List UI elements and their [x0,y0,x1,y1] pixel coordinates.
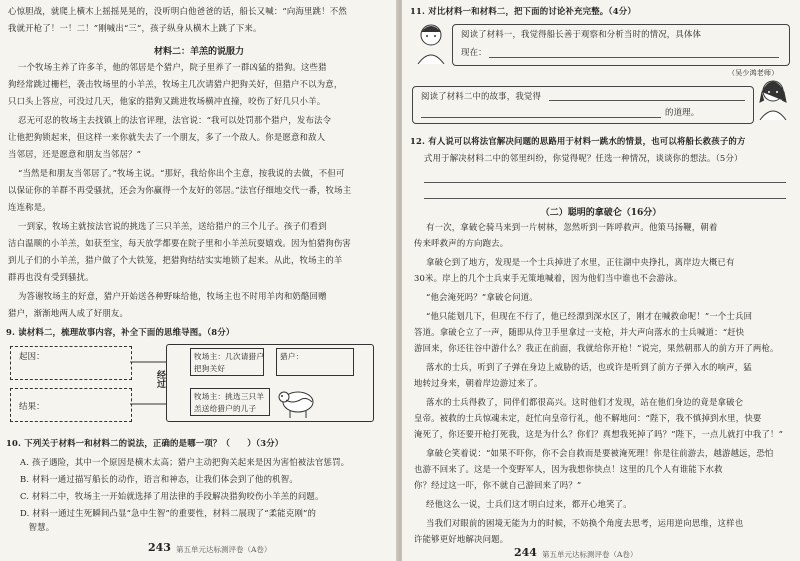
text-line: 当邻居，还是愿意和朋友当邻居？” [8,149,142,159]
option-c[interactable]: C. 材料二中，牧场主一开始就选择了用法律的手段解决猎狗咬伤小羊羔的问题。 [20,491,324,501]
sheep-illustration [272,384,322,420]
section-title: 材料二：羊羔的说服力 [153,47,244,57]
text-line: “他只能划几下，但现在不行了，他已经漂到深水区了，刚才在喊救命呢！”一个士兵回 [426,311,753,321]
process-box-2: 牧场主：挑选三只羊 羔送给猎户的儿子 [190,388,270,416]
text-line: 拿破仑笑着说：“如果不吓你，你不会自救而是要被淹死理！你是往前游去，越游越远，恐怕 [426,448,774,458]
cause-label: 起因： [19,351,45,361]
text-line: 洁白温顺的小羊羔，如获至宝，每天放学都要在院子里和小羊羔玩耍嬉戏。因为怕猎狗伤害 [8,238,351,248]
text-line: 许能够更好地解决问题。 [414,534,509,544]
page-footer: 第五单元达标测评卷（A卷） [176,545,272,554]
page-number: 244 [514,546,537,559]
answer-line[interactable] [489,57,779,58]
text-line: 落水的士兵得救了，同伴们都很高兴。这时他们才发现，站在他们身边的竟是拿破仑 [426,397,744,407]
question-10: 10. 下列关于材料一和材料二的说法，正确的是哪一项？（ ）（3分） [6,438,284,448]
page-footer: 第五单元达标测评卷（A卷） [542,550,638,559]
text-line: 猎户，渐渐地两人成了好朋友。 [8,308,129,318]
section-heading: （二）聪明的拿破仑（16分） [540,208,662,218]
left-page [0,0,398,561]
text-line: 群再也没有受到骚扰。 [8,272,94,282]
result-label: 结果： [19,401,45,411]
text-line: 狗经常跳过栅栏，袭击牧场里的小羊羔，牧场主几次请猎户把狗关好，但猎户不以为意， [8,79,343,89]
text-line: 拿破仑到了地方，发现是一个士兵掉进了水里，正往湖中央挣扎，离岸边大概已有 [426,257,735,267]
text-line: 你？经过这一吓，你不就自己游回来了吗？” [414,480,582,490]
text-line: 以保证你的羊群不再受骚扰，还会为你赢得一个友好的邻居。”法官仔细地交代一番，牧场主 [8,185,352,195]
option-d-cont: 智慧。 [20,522,55,532]
right-page [402,0,800,561]
text-line: 让他把狗锁起来，但这样一来你就失去了一个朋友，多了一个敌人。你是愿意和敌人 [8,132,326,142]
text-line: 心惊胆战，就爬上横木上摇摇晃晃的，没听明白他爸爸的话，船长又喊：“向海里跳！不然 [8,6,347,16]
hunter-box[interactable] [276,348,354,376]
text-line: 传来呼救声的方向跑去。 [414,238,509,248]
text-line: 一个牧场主养了许多羊，他的邻居是个猎户，院子里养了一群凶猛的猎狗。这些猎 [18,62,327,72]
text-line: 游回来，你还往谷中游什么？我正在前面，我就给你开枪！”说完，果然朝那人的前方开了两枪。 [414,343,779,353]
text-line: 到儿子们的小羊羔，猎户做了个大铁笼，把猎狗结结实实地锁了起来。从此，牧场主的羊 [8,255,343,265]
text-line: “当然是和朋友当邻居了。”牧场主说。“那好，我给你出个主意，按我说的去做，不但可 [18,168,345,178]
question-12: 12. 有人说可以将法官解决问题的思路用于材料一跳水的情景，也可以将船长救孩子的方 [410,136,746,146]
text-line: 当我们对眼前的困境无能为力的时候，不妨换个角度去思考，运用逆向思维，这样也 [426,518,744,528]
boy-avatar-icon [414,22,448,64]
answer-line[interactable] [424,198,786,199]
text-line: 经他这么一说，士兵们这才明白过来，都开心地笑了。 [426,499,632,509]
text-line: 答道。拿破仑立了一声，随即从侍卫手里拿过一支枪，并大声向落水的士兵喊道：“赶快 [414,327,745,337]
mind-map [0,340,398,430]
option-a[interactable]: A. 孩子遇险，其中一个原因是横木太高；猎户主动把狗关起来是因为害怕被法官惩罚。 [20,457,350,467]
process-label: 经过 [155,370,165,389]
answer-line[interactable] [424,182,786,183]
girl-avatar-icon [756,78,790,120]
option-b[interactable]: B. 材料一通过描写船长的动作，语言和神态，让我们体会到了他的机智。 [20,474,298,484]
text-line: 忍无可忍的牧场主去找镇上的法官评理，法官说：“我可以处罚那个猎户，发布法令 [18,115,332,125]
option-d[interactable]: D. 材料一通过生死瞬间凸显“急中生智”的重要性，材料二展现了“柔能克刚”的 [20,508,317,518]
text-line: 皇帝。被救的士兵惊魂未定，赶忙向皇帝行礼，他不解地问：“陛下，我不慎掉到水里，快要 [414,413,762,423]
speech-bubble-1: 阅读了材料一，我觉得船长善于观察和分析当时的情况，具体体 现在： [452,24,790,66]
text-line: 30米。岸上的几个士兵束手无策地喊着，因为他们当中谁也不会游泳。 [414,273,683,283]
text-line: 为答谢牧场主的好意，猎户开始送各种野味给他，牧场主也不时用羊肉和奶酪回赠 [18,291,327,301]
hunter-label: 猎户： [280,352,304,361]
text-line: 连连称是。 [8,202,51,212]
text-line: 也游不回来了。这是一个变野军人，因为我想你快点！这里的几个人有谁能下水救 [414,464,723,474]
speech-bubble-2: 阅读了材料二中的故事，我觉得 的道理。 [412,86,754,124]
process-box-1: 牧场主：几次请猎户 把狗关好 [190,348,264,376]
text-line: 一到家，牧场主就按法官说的挑选了三只羊羔，送给猎户的三个儿子。孩子们看到 [18,221,327,231]
text-line: 淹死了，你还要开枪打死我，这是为什么？你们？真想我死掉了吗？”陛下，一点儿就打中我了！” [414,429,784,439]
question-11: 11. 对比材料一和材料二，把下面的讨论补充完整。（4分） [410,6,636,16]
text-line: 我就开枪了！一！二！”刚喊出“三”，孩子纵身从横木上跳了下来。 [8,23,262,33]
text-line: 有一次，拿破仑骑马来到一片树林，忽然听到一阵呼救声。他策马扬鞭，朝着 [426,222,718,232]
signature: （吴少鸿老师） [728,69,779,77]
cause-box[interactable] [10,346,132,380]
text-line: “他会淹死吗？”拿破仑问道。 [426,292,538,302]
question-12-cont: 式用于解决材料二中的邻里纠纷，你觉得呢？任选一种情况，谈谈你的想法。（5分） [424,153,743,163]
answer-line[interactable] [421,117,661,118]
page-number: 243 [148,541,171,554]
text-line: 地转过身来，朝着岸边游过来了。 [414,378,543,388]
answer-line[interactable] [549,100,745,101]
text-line: 落水的士兵，听到了子弹在身边上威胁的话，也或许是听到了前方子弹入水的响声，猛 [426,362,752,372]
result-box[interactable] [10,388,132,422]
text-line: 只口头上答应，可没过几天，他家的猎狗又跳进牧场横冲直撞，咬伤了好几只小羊。 [8,96,326,106]
mind-map-arrows [128,340,168,430]
question-9: 9. 读材料二，梳理故事内容，补全下面的思维导图。（8分） [6,327,235,337]
